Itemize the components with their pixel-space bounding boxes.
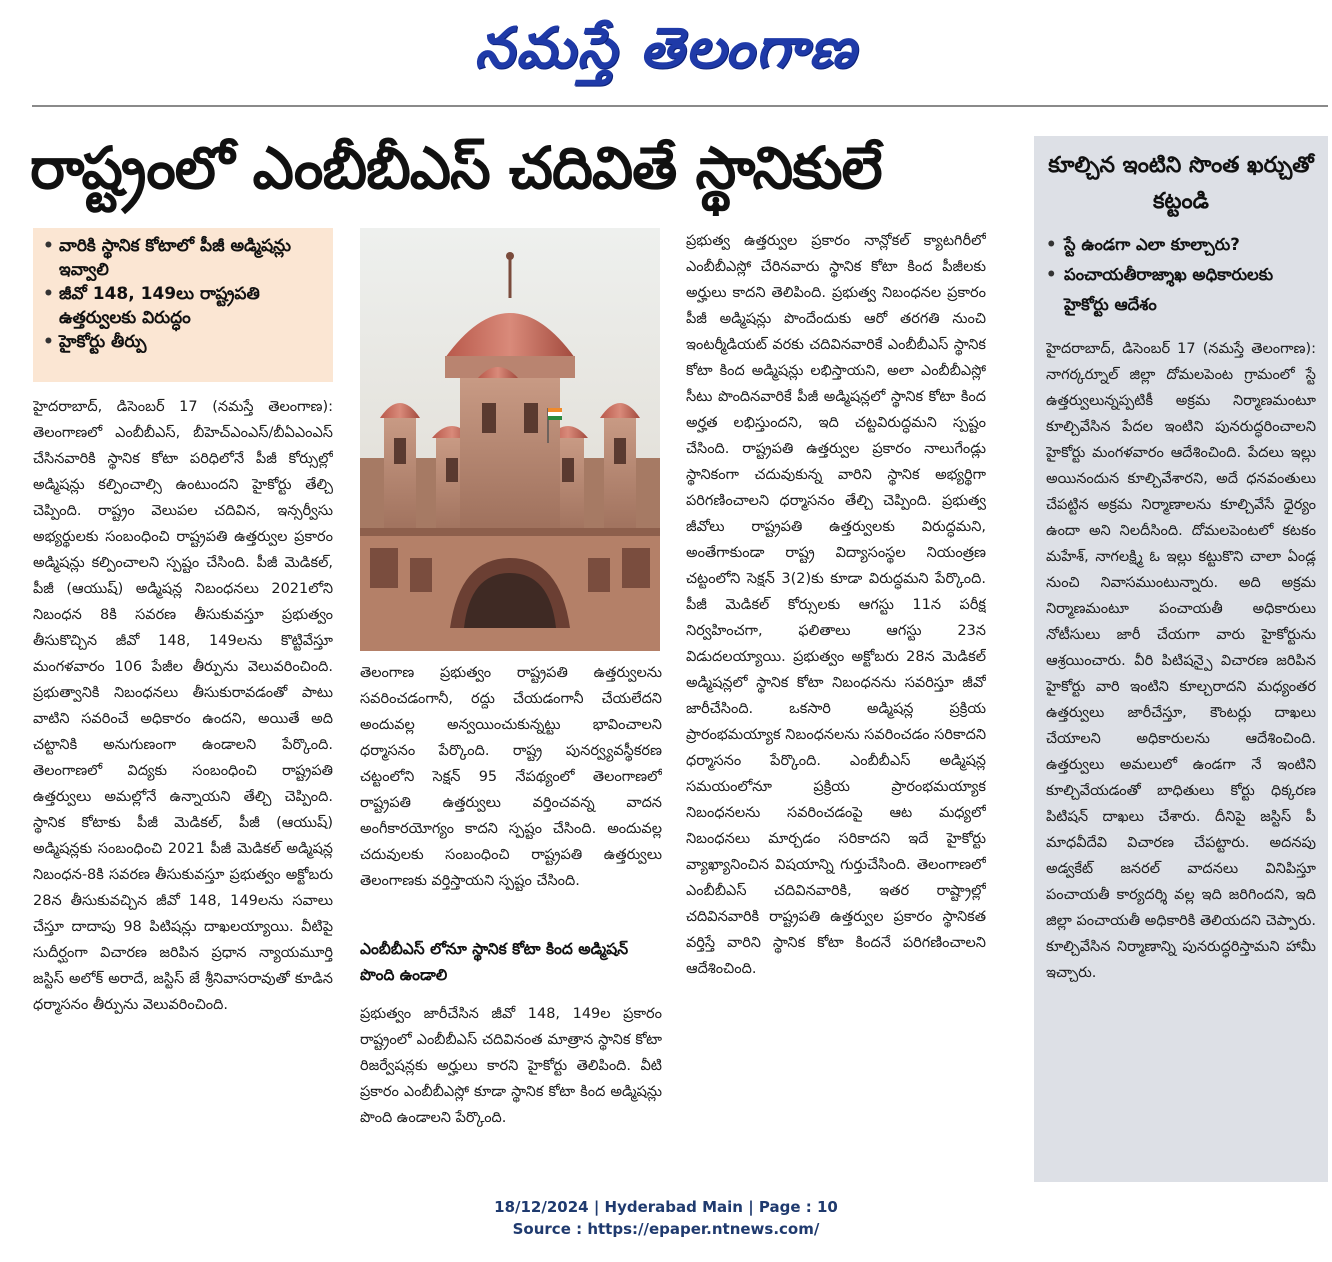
highlight-item: • జీవో 148, 149లు రాష్ట్రపతి ఉత్తర్వులకు విరుద్ధం <box>43 282 325 330</box>
article-column-3 <box>686 228 986 1172</box>
source-link[interactable]: Source : https://epaper.ntnews.com/ <box>512 1220 820 1238</box>
newspaper-logo: నమస్తే తెలంగాణ <box>474 15 858 81</box>
page-footer <box>0 1196 1332 1246</box>
sidebar-highlights <box>1046 230 1322 320</box>
high-court-photo <box>360 228 660 651</box>
sidebar-highlight-item: • స్టే ఉండగా ఎలా కూల్చారు? <box>1046 230 1322 260</box>
article-column-2 <box>360 660 662 928</box>
article-column-2-continued <box>360 1001 662 1171</box>
sidebar-headline: కూల్చిన ఇంటిని సొంత ఖర్చుతో కట్టండి <box>1048 153 1314 214</box>
sidebar-highlights-list <box>1046 230 1322 320</box>
article-body-text: ప్రభుత్వ ఉత్తర్వుల ప్రకారం నాన్లోకల్ క్యాటగిరీలో ఎంబీబీఎస్లో చేరినవారు స్థానిక కోటా కింద పీజీలకు అర్హులు కాదని తెలిపింది. ప్రభుత్వ నిబంధనల ప్రకారం పీజీ అడ్మిషన్లు పొందేందుకు ఆరో తరగతి నుంచి ఇంటర్మీడియట్ వరకు చదివినవారికే ఎంబీబీఎస్ స్థానిక కోటా కింద అడ్మిషన్లు లభిస్తాయని, అలా ఎంబీబీఎస్లో సీటు పొందినవారికే పీజీ అడ్మిషన్లలో స్థానిక కోటా కింద అర్హత లభిస్తుందని, ఇది చట్టవిరుద్ధమని స్పష్టం చేసింది. రాష్ట్రపతి ఉత్తర్వుల ప్రకారం నాలుగేండ్లు స్థానికంగా చదువుకున్న వారిని స్థానిక అభ్యర్థిగా పరిగణించాలని ధర్మాసనం తేల్చి చెప్పింది. ప్రభుత్వ జీవోలు రాష్ట్రపతి ఉత్తర్వులకు విరుద్ధమని, అంతేగాకుండా రాష్ట్ర విద్యాసంస్థల నియంత్రణ చట్టంలోని సెక్షన్ 3(2)కు కూడా విరుద్ధమని పేర్కొంది. పీజీ మెడికల్ కోర్సులకు ఆగస్టు 11న పరీక్ష నిర్వహించగా, ఫలితాలు ఆగస్టు 23న విడుదలయ్యాయి. ప్రభుత్వం అక్టోబరు 28న మెడికల్ అడ్మిషన్లలో స్థానిక కోటా నిబంధనను సవరిస్తూ జీవో జారీచేసింది. ఒకసారి అడ్మిషన్ల ప్రక్రియ ప్రారంభమయ్యాక నిబంధనలను సవరించడం సరికాదని ధర్మాసనం పేర్కొంది. ఎంబీబీఎస్ అడ్మిషన్ల సమయంలోనూ ప్రక్రియ ప్రారంభమయ్యాక నిబంధనలను సవరించడంపై ఆట మధ్యలో నిబంధనలు మార్చడం సరికాదని ఇదే హైకోర్టు వ్యాఖ్యానించిన విషయాన్ని గుర్తుచేసింది. తెలంగాణలో ఎంబీబీఎస్ చదివినవారికి, ఇతర రాష్ట్రాల్లో చదివినవారికి రాష్ట్రపతి ఉత్తర్వుల ప్రకారం స్థానికత వర్తిస్తే వారిని స్థానిక కోటా కిందనే పరిగణించాలని ఆదేశించింది. <box>686 233 986 977</box>
high-court-building-illustration <box>360 228 660 651</box>
article-body-text: ప్రభుత్వం జారీచేసిన జీవో 148, 149ల ప్రకారం రాష్ట్రంలో ఎంబీబీఎస్ చదివినంత మాత్రాన స్థానిక కోటా రిజర్వేషన్లకు అర్హులు కారని హైకోర్టు తెలిపింది. వీటి ప్రకారం ఎంబీబీఎస్లో కూడా స్థానిక కోటా కింద అడ్మిషన్లు పొంది ఉండాలని పేర్కొంది. <box>360 1006 662 1126</box>
article-column-1 <box>33 394 333 1172</box>
masthead-divider <box>32 105 1328 107</box>
highlight-item: • హైకోర్టు తీర్పు <box>43 330 325 354</box>
article-body-text: తెలంగాణ ప్రభుత్వం రాష్ట్రపతి ఉత్తర్వులను సవరించడంగానీ, రద్దు చేయడంగానీ చేయలేదని అందువల్ల అన్వయించుకున్నట్టు భావించాలని ధర్మాసనం పేర్కొంది. రాష్ట్ర పునర్వ్యవస్థీకరణ చట్టంలోని సెక్షన్ 95 నేపథ్యంలో తెలంగాణలో రాష్ట్రపతి ఉత్తర్వులు వర్తించవన్న వాదన అంగీకారయోగ్యం కాదని స్పష్టం చేసింది. అందువల్ల చదువులకు సంబంధించి రాష్ట్రపతి ఉత్తర్వులు తెలంగాణకు వర్తిస్తాయని స్పష్టం చేసింది. <box>360 665 662 889</box>
masthead <box>0 8 1332 88</box>
article-headline: రాష్ట్రంలో ఎంబీబీఎస్ చదివితే స్థానికులే <box>30 134 882 202</box>
sidebar-highlight-item: • పంచాయతీరాజ్శాఖ అధికారులకు హైకోర్టు ఆదేశం <box>1046 260 1322 320</box>
edition-info: 18/12/2024 | Hyderabad Main | Page : 10 <box>494 1198 838 1216</box>
sidebar-body-column <box>1046 336 1316 1172</box>
article-body-text: హైదరాబాద్, డిసెంబర్ 17 (నమస్తే తెలంగాణ): తెలంగాణలో ఎంబీబీఎస్, బీహెచ్ఎంఎస్/బీఏఎంఎస్ చేసినవారికి స్థానిక కోటా పరిధిలోనే పీజీ కోర్సుల్లో అడ్మిషన్లు కల్పించాల్సి ఉంటుందని హైకోర్టు తేల్చి చెప్పింది. రాష్ట్రం వెలుపల చదివిన, ఇన్సర్వీసు అభ్యర్థులకు సంబంధించి రాష్ట్రపతి ఉత్తర్వుల ప్రకారం అడ్మిషన్లు కల్పించాలని స్పష్టం చేసింది. పీజీ మెడికల్, పీజీ (ఆయుష్) అడ్మిషన్ల నిబంధనలు 2021లోని నిబంధన 8కి సవరణ తీసుకువస్తూ ప్రభుత్వం తీసుకొచ్చిన జీవో 148, 149లను కొట్టివేస్తూ మంగళవారం 106 పేజీల తీర్పును వెలువరించింది. ప్రభుత్వానికి నిబంధనలు తీసుకురావడంతో పాటు వాటిని సవరించే అధికారం ఉందని, అయితే అది చట్టానికి అనుగుణంగా ఉండాలని పేర్కొంది. తెలంగాణలో విద్యకు సంబంధించి రాష్ట్రపతి ఉత్తర్వులు అమల్లోనే ఉన్నాయని తేల్చి చెప్పింది. స్థానిక కోటాకు పీజీ మెడికల్, పీజీ (ఆయుష్) అడ్మిషన్లకు సంబంధించి 2021 పీజీ మెడికల్ అడ్మిషన్ల నిబంధన-8కి సవరణ తీసుకువస్తూ ప్రభుత్వం అక్టోబరు 28న తీసుకువచ్చిన జీవో 148, 149లను సవాలు చేస్తూ దాదాపు 98 పిటిషన్లు దాఖలయ్యాయి. వీటిపై సుదీర్ఘంగా విచారణ జరిపిన ప్రధాన న్యాయమూర్తి జస్టిస్ అలోక్ అరాదే, జస్టిస్ జే శ్రీనివాసరావుతో కూడిన ధర్మాసనం తీర్పును వెలువరించింది. <box>33 399 333 1013</box>
sidebar-body-text: హైదరాబాద్, డిసెంబర్ 17 (నమస్తే తెలంగాణ): నాగర్కర్నూల్ జిల్లా దోమలపెంట గ్రామంలో స్టే ఉత్తర్వులున్నప్పటికీ అక్రమ నిర్మాణమంటూ కూల్చివేసిన పేదల ఇంటిని పునరుద్ధరించాలని హైకోర్టు మంగళవారం ఆదేశించింది. పేదలు ఇల్లు అయినందున కూల్చివేశారని, అదే ధనవంతులు చేపట్టిన అక్రమ నిర్మాణాలను కూల్చివేసే ధైర్యం ఉందా అని నిలదీసింది. దోమలపెంటలో కటకం మహేశ్, నాగలక్ష్మి ఓ ఇల్లు కట్టుకొని చాలా ఏండ్ల నుంచి నివాసముంటున్నారు. అది అక్రమ నిర్మాణమంటూ పంచాయతీ అధికారులు నోటీసులు జారీ చేయగా వారు హైకోర్టును ఆశ్రయించారు. వీరి పిటిషన్పై విచారణ జరిపిన హైకోర్టు వారి ఇంటిని కూల్చరాదని మధ్యంతర ఉత్తర్వులు జారీచేస్తూ, కౌంటర్లు దాఖలు చేయాలని అధికారులను ఆదేశించింది. ఉత్తర్వులు అమలులో ఉండగా నే ఇంటిని కూల్చివేయడంతో బాధితులు కోర్టు ధిక్కరణ పిటిషన్ దాఖలు చేశారు. దీనిపై జస్టిస్ పీ మాధవీదేవి విచారణ చేపట్టారు. అదనపు అడ్వకేట్ జనరల్ వాదనలు వినిపిస్తూ పంచాయతీ కార్యదర్శి వల్ల ఇది జరిగిందని, ఇది జిల్లా పంచాయతీ అధికారికి తెలియదని చెప్పారు. కూల్చివేసిన నిర్మాణాన్ని పునరుద్ధరిస్తామని హామీ ఇచ్చారు. <box>1046 341 1316 981</box>
article-highlights-box <box>33 228 333 382</box>
highlight-item: • వారికి స్థానిక కోటాలో పీజీ అడ్మిషన్లు ఇవ్వాలి <box>43 234 325 282</box>
highlights-list <box>43 234 325 354</box>
article-subheading: ఎంబీబీఎస్ లోనూ స్థానిక కోటా కింద అడ్మిషన్ పొంది ఉండాలి <box>360 940 629 984</box>
